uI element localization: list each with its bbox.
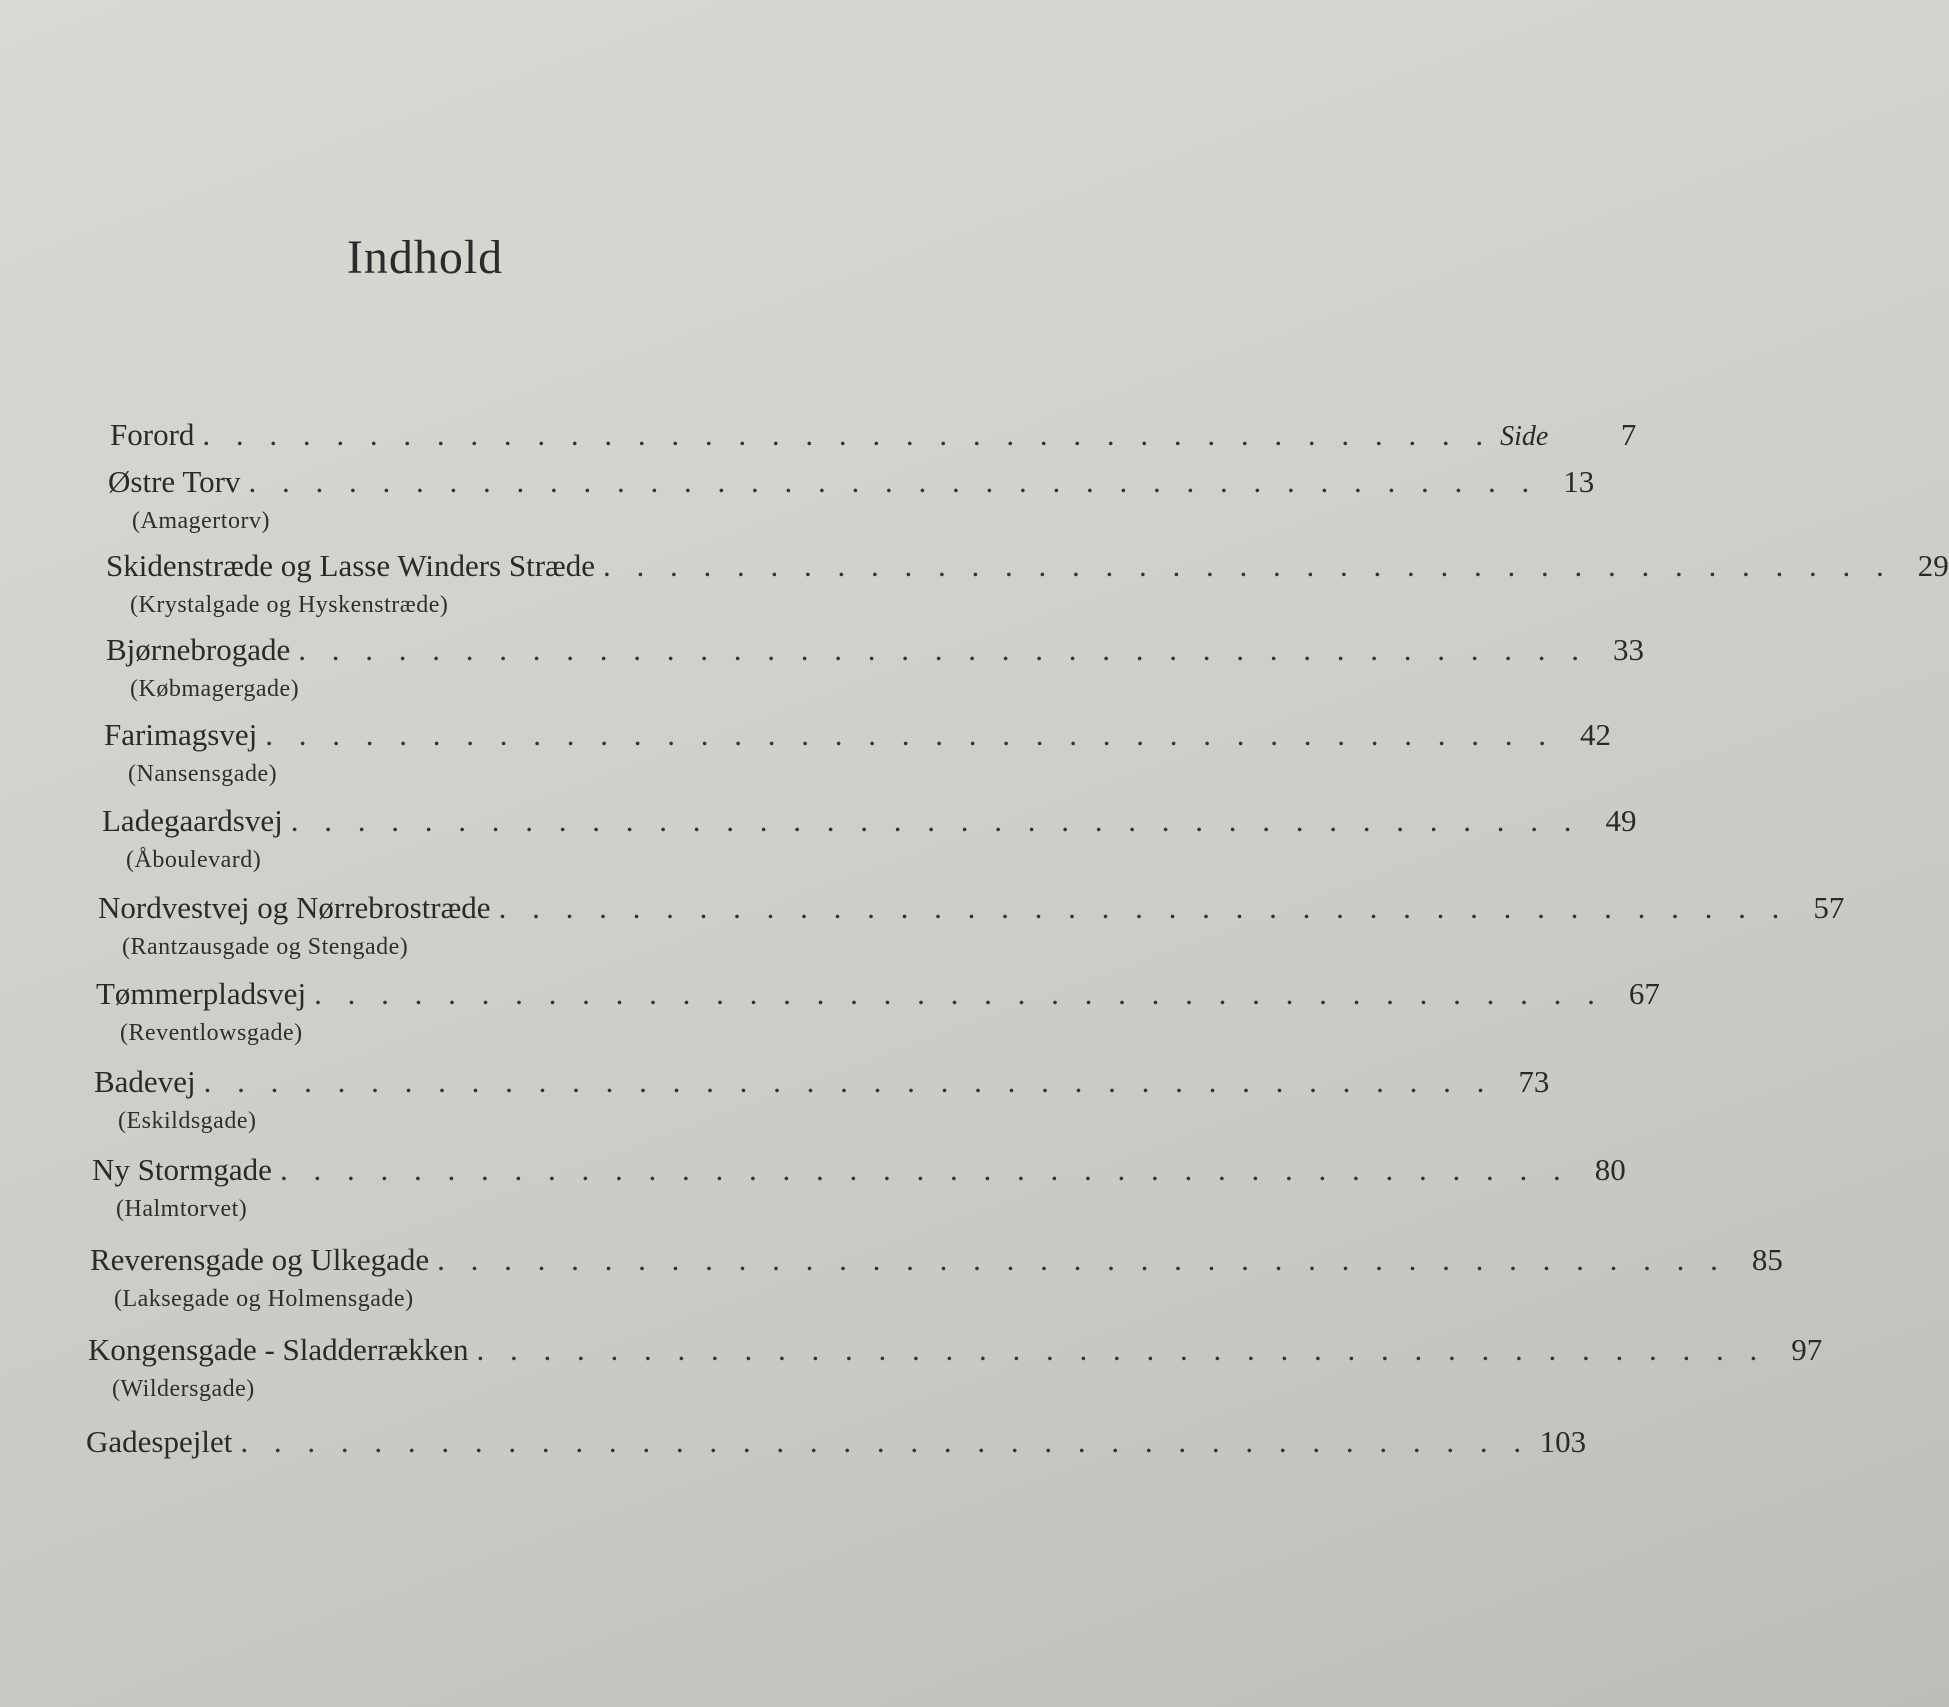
- page-number: 97: [1791, 1332, 1823, 1367]
- page-number: 33: [1612, 632, 1644, 667]
- entry-subtitle: (Købmagergade): [130, 676, 300, 702]
- dot-leader: . . . . . . . . . . . . . . . . . . . . . . . . . . . . . . . . . . . . . . .: [248, 464, 1539, 499]
- dot-leader: . . . . . . . . . . . . . . . . . . . . . . . . . . . . . . . . . . . . . . .: [437, 1242, 1727, 1277]
- toc-entry: [104, 715, 1611, 789]
- dot-leader: . . . . . . . . . . . . . . . . . . . . . . . . . . . . . . . . . . . . . . .: [602, 548, 1893, 583]
- entry-subtitle: (Nansensgade): [128, 761, 278, 787]
- toc-entry: [106, 630, 1644, 704]
- entry-title: Farimagsvej: [104, 717, 258, 752]
- entry-title: Gadespejlet: [86, 1424, 233, 1459]
- entry-subtitle: (Åboulevard): [126, 847, 262, 873]
- dot-leader: . . . . . . . . . . . . . . . . . . . . . . . . . . . . . . . . . . . . . . .: [290, 803, 1581, 838]
- entry-title: Forord: [110, 417, 195, 452]
- dot-leader: . . . . . . . . . . . . . . . . . . . . . . . . . . . . . . . . . . . . . . .: [240, 1424, 1531, 1459]
- toc-entry: [88, 1330, 1823, 1404]
- page-number: 42: [1580, 717, 1611, 752]
- toc-entry: [98, 888, 1845, 962]
- dot-leader: . . . . . . . . . . . . . . . . . . . . . . . . . . . . . . . . . . . . . . .: [203, 1064, 1494, 1099]
- page-number: 13: [1563, 464, 1595, 499]
- entry-title: Østre Torv: [108, 464, 241, 499]
- entry-subtitle: (Rantzausgade og Stengade): [122, 934, 409, 960]
- page-number: 49: [1605, 803, 1637, 838]
- toc-entry: [96, 974, 1660, 1048]
- toc-entry: [108, 462, 1595, 536]
- entry-subtitle: (Laksegade og Holmensgade): [114, 1286, 414, 1312]
- page-number: 103: [1539, 1424, 1587, 1459]
- page-number: 57: [1813, 890, 1845, 925]
- entry-title: Reverensgade og Ulkegade: [90, 1242, 430, 1277]
- page-number: 73: [1518, 1064, 1550, 1099]
- toc-entry: [94, 1062, 1550, 1136]
- entry-subtitle: (Amagertorv): [132, 508, 270, 534]
- page-number: 29: [1917, 548, 1949, 583]
- dot-leader: . . . . . . . . . . . . . . . . . . . . . . . . . . . . . . . . . . . . . . .: [298, 632, 1588, 667]
- dot-leader: . . . . . . . . . . . . . . . . . . . . . . . . . . . . . . . . . . . . . . .: [314, 976, 1604, 1011]
- toc-entry: [86, 1422, 1587, 1462]
- dot-leader: . . . . . . . . . . . . . . . . . . . . . . . . . . . . . . . . . . . . . . .: [279, 1152, 1570, 1187]
- entry-subtitle: (Wildersgade): [112, 1376, 255, 1402]
- entry-title: Badevej: [94, 1064, 196, 1099]
- entry-title: Kongensgade - Sladderrækken: [88, 1332, 469, 1367]
- dot-leader: . . . . . . . . . . . . . . . . . . . . . . . . . . . . . . . . . . . . . . .: [476, 1332, 1767, 1367]
- toc-entry: [90, 1240, 1783, 1314]
- entry-subtitle: (Reventlowsgade): [120, 1020, 303, 1046]
- page-number: 85: [1751, 1242, 1783, 1277]
- toc-entry: [106, 546, 1949, 620]
- dot-leader: . . . . . . . . . . . . . . . . . . . . . . . . . . . . . . . . . . . . . . .: [265, 717, 1555, 752]
- dot-leader: . . . . . . . . . . . . . . . . . . . . . . . . . . . . . . . . . . . . . . .: [498, 890, 1789, 925]
- entry-subtitle: (Krystalgade og Hyskenstræde): [130, 592, 449, 618]
- page-number: 80: [1594, 1152, 1626, 1187]
- page-number: 67: [1628, 976, 1660, 1011]
- entry-title: Tømmerpladsvej: [96, 976, 307, 1011]
- toc-entry: [102, 801, 1637, 875]
- entry-subtitle: (Eskildsgade): [118, 1108, 257, 1134]
- entry-title: Nordvestvej og Nørrebrostræde: [98, 890, 491, 925]
- entry-subtitle: (Halmtorvet): [116, 1196, 248, 1222]
- toc-entry: [92, 1150, 1626, 1224]
- dot-leader: . . . . . . . . . . . . . . . . . . . . . . . . . . . . . . . . . . . . . . .: [202, 417, 1493, 452]
- entry-title: Ny Stormgade: [92, 1152, 272, 1187]
- entry-title: Skidenstræde og Lasse Winders Stræde: [106, 548, 595, 583]
- side-label: Side: [1500, 421, 1549, 452]
- page-number: 7: [1620, 417, 1637, 452]
- entry-title: Bjørnebrogade: [106, 632, 291, 667]
- page-title: Indhold: [346, 231, 504, 284]
- entry-title: Ladegaardsvej: [102, 803, 283, 838]
- toc-entry: [110, 415, 1637, 457]
